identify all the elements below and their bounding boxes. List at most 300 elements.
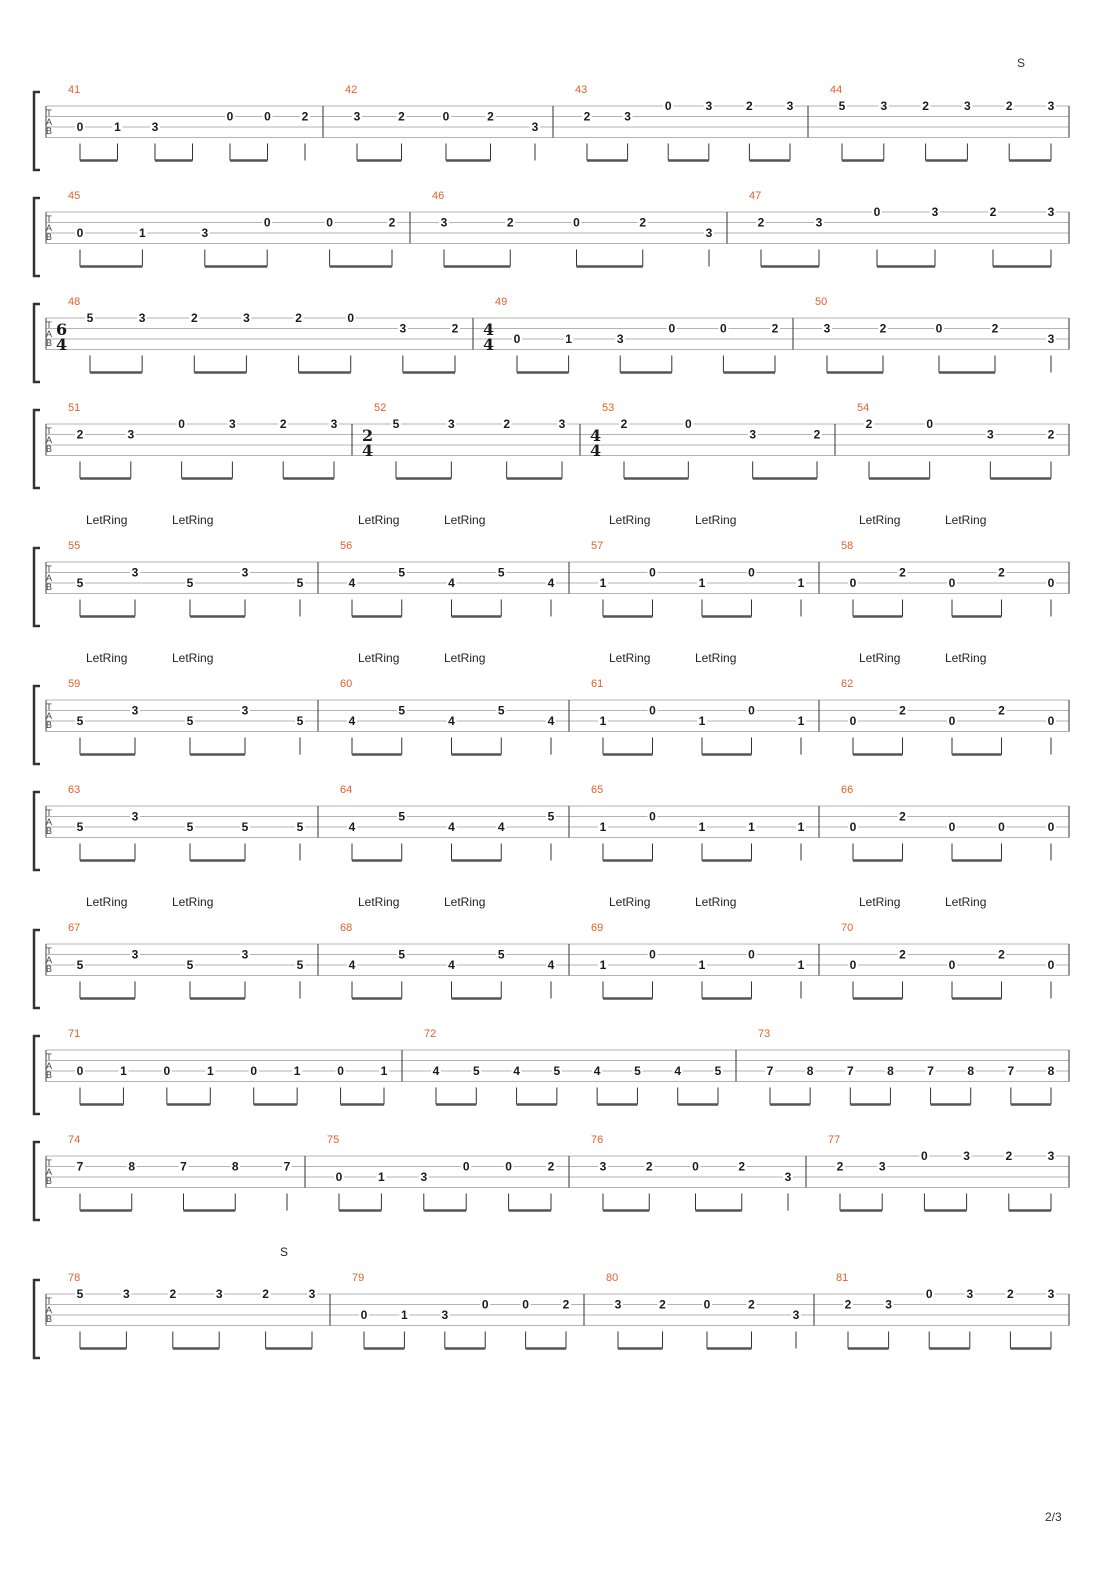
fret-number: 1 xyxy=(599,714,607,728)
fret-number: 2 xyxy=(813,427,821,442)
tab-clef-letter: T xyxy=(46,946,52,956)
let-ring-label: LetRing xyxy=(945,895,987,909)
tab-system xyxy=(34,513,1069,626)
fret-number: 2 xyxy=(645,1159,653,1174)
fret-number: 4 xyxy=(348,576,356,590)
tab-clef-letter: B xyxy=(45,826,53,836)
let-ring-label: LetRing xyxy=(358,513,400,527)
measure-number: 49 xyxy=(495,296,508,308)
tab-clef-letter: B xyxy=(45,444,53,454)
tab-clef-letter: T xyxy=(46,214,52,224)
fret-number: 1 xyxy=(599,576,607,590)
fret-number: 2 xyxy=(879,321,887,336)
fret-number: 3 xyxy=(614,1297,622,1312)
fret-number: 4 xyxy=(348,820,356,834)
tab-clef-letter: A xyxy=(45,117,53,127)
tab-system xyxy=(34,1028,1069,1114)
tab-clef-letter: T xyxy=(46,1158,52,1168)
measure-number: 43 xyxy=(575,84,588,96)
fret-number: 3 xyxy=(241,703,249,718)
tab-clef-letter: A xyxy=(45,711,53,721)
fret-number: 1 xyxy=(698,576,706,590)
tab-clef-letter: A xyxy=(45,955,53,965)
let-ring-label: LetRing xyxy=(859,651,901,665)
fret-number: 1 xyxy=(698,820,706,834)
fret-number: 0 xyxy=(462,1159,470,1174)
tab-system xyxy=(34,895,1069,1008)
fret-number: 1 xyxy=(698,714,706,728)
fret-number: 2 xyxy=(503,417,511,431)
measure-number: 54 xyxy=(857,402,870,414)
fret-number: 3 xyxy=(440,215,448,230)
measure-number: 71 xyxy=(68,1028,81,1040)
fret-number: 2 xyxy=(748,1297,755,1312)
fret-number: 3 xyxy=(131,565,139,580)
fret-number: 0 xyxy=(748,703,755,718)
fret-number: 2 xyxy=(398,109,405,124)
tab-clef-letter: T xyxy=(46,1052,52,1062)
measure-number: 81 xyxy=(836,1272,849,1284)
time-signature-denominator: 4 xyxy=(56,335,68,354)
measure-number: 44 xyxy=(830,84,843,96)
measure-number: 59 xyxy=(68,678,81,690)
fret-number: 3 xyxy=(131,947,139,962)
tab-clef-letter: B xyxy=(45,338,53,348)
tab-clef-letter: A xyxy=(45,1305,53,1315)
let-ring-label: LetRing xyxy=(358,895,400,909)
fret-number: 0 xyxy=(748,565,755,580)
system-bracket xyxy=(34,930,40,1008)
fret-number: 4 xyxy=(432,1064,440,1078)
system-bracket xyxy=(34,686,40,764)
time-signature-denominator: 4 xyxy=(483,335,495,354)
fret-number: 1 xyxy=(565,332,572,346)
let-ring-label: LetRing xyxy=(172,651,214,665)
time-signature-denominator: 4 xyxy=(590,441,602,460)
fret-number: 3 xyxy=(1047,205,1055,219)
fret-number: 0 xyxy=(668,321,676,336)
measure-number: 41 xyxy=(68,84,81,96)
fret-number: 5 xyxy=(186,714,194,728)
tab-clef-letter: B xyxy=(45,1176,53,1186)
fret-number: 2 xyxy=(1007,1287,1014,1301)
time-signature-numerator: 4 xyxy=(590,426,602,445)
fret-number: 5 xyxy=(186,958,194,972)
system-bracket xyxy=(34,410,40,488)
tab-clef-letter: T xyxy=(46,564,52,574)
measure-number: 79 xyxy=(352,1272,365,1284)
let-ring-label: LetRing xyxy=(695,513,737,527)
measure-number: 66 xyxy=(841,784,854,796)
measure-number: 80 xyxy=(606,1272,619,1284)
fret-number: 5 xyxy=(241,820,249,834)
fret-number: 2 xyxy=(865,417,873,431)
fret-number: 0 xyxy=(849,958,857,972)
measure-number: 70 xyxy=(841,922,854,934)
system-bracket xyxy=(34,198,40,276)
fret-number: 0 xyxy=(948,958,956,972)
fret-number: 2 xyxy=(487,109,494,124)
fret-number: 0 xyxy=(720,321,727,336)
fret-number: 5 xyxy=(547,809,555,824)
fret-number: 3 xyxy=(786,99,794,113)
fret-number: 5 xyxy=(398,809,406,824)
measure-number: 78 xyxy=(68,1272,81,1284)
fret-number: 2 xyxy=(583,109,591,124)
fret-number: 3 xyxy=(138,311,146,325)
fret-number: 2 xyxy=(922,99,929,113)
fret-number: 5 xyxy=(714,1064,722,1078)
tab-system xyxy=(34,190,1069,276)
fret-number: 1 xyxy=(120,1064,127,1078)
fret-number: 0 xyxy=(935,321,943,336)
measure-number: 65 xyxy=(591,784,604,796)
fret-number: 5 xyxy=(76,958,84,972)
fret-number: 5 xyxy=(76,820,84,834)
fret-number: 3 xyxy=(966,1287,974,1301)
fret-number: 5 xyxy=(398,947,406,962)
fret-number: 0 xyxy=(649,565,656,580)
fret-number: 5 xyxy=(497,947,505,962)
fret-number: 7 xyxy=(180,1159,187,1174)
fret-number: 0 xyxy=(250,1064,258,1078)
segno-marker-top: S xyxy=(1017,56,1026,70)
fret-number: 1 xyxy=(797,958,805,972)
fret-number: 2 xyxy=(76,427,84,442)
fret-number: 5 xyxy=(76,576,84,590)
let-ring-label: LetRing xyxy=(695,895,737,909)
time-signature-numerator: 2 xyxy=(362,426,374,445)
time-signature-denominator: 4 xyxy=(362,441,374,460)
measure-number: 67 xyxy=(68,922,81,934)
fret-number: 0 xyxy=(849,576,857,590)
tab-clef-letter: A xyxy=(45,223,53,233)
fret-number: 3 xyxy=(784,1170,792,1184)
page-number: 2/3 xyxy=(1045,1510,1062,1524)
fret-number: 1 xyxy=(698,958,706,972)
fret-number: 5 xyxy=(472,1064,480,1078)
fret-number: 3 xyxy=(986,427,994,442)
fret-number: 1 xyxy=(599,958,607,972)
system-bracket xyxy=(34,548,40,626)
fret-number: 3 xyxy=(441,1308,449,1322)
fret-number: 3 xyxy=(215,1287,223,1301)
fret-number: 5 xyxy=(186,820,194,834)
fret-number: 0 xyxy=(76,120,84,134)
tab-clef-letter: T xyxy=(46,702,52,712)
fret-number: 0 xyxy=(649,809,656,824)
let-ring-label: LetRing xyxy=(358,651,400,665)
fret-number: 5 xyxy=(296,576,304,590)
measure-number: 52 xyxy=(374,402,387,414)
tab-clef-letter: B xyxy=(45,582,53,592)
fret-number: 0 xyxy=(1047,958,1055,972)
let-ring-label: LetRing xyxy=(444,651,486,665)
fret-number: 2 xyxy=(659,1297,666,1312)
fret-number: 0 xyxy=(178,417,185,431)
fret-number: 4 xyxy=(547,714,555,728)
fret-number: 7 xyxy=(766,1064,774,1078)
fret-number: 5 xyxy=(553,1064,561,1078)
let-ring-label: LetRing xyxy=(172,513,214,527)
fret-number: 8 xyxy=(887,1064,894,1078)
fret-number: 2 xyxy=(989,205,997,219)
fret-number: 5 xyxy=(296,820,304,834)
measure-number: 69 xyxy=(591,922,604,934)
measure-number: 77 xyxy=(828,1134,841,1146)
fret-number: 3 xyxy=(1047,332,1055,346)
measure-number: 50 xyxy=(815,296,828,308)
fret-number: 1 xyxy=(797,820,805,834)
let-ring-label: LetRing xyxy=(86,651,128,665)
fret-number: 3 xyxy=(616,332,624,346)
fret-number: 1 xyxy=(748,820,755,834)
fret-number: 3 xyxy=(880,99,888,113)
measure-number: 57 xyxy=(591,540,604,552)
fret-number: 4 xyxy=(547,958,555,972)
let-ring-label: LetRing xyxy=(859,513,901,527)
system-bracket xyxy=(34,792,40,870)
fret-number: 2 xyxy=(190,311,198,325)
fret-number: 7 xyxy=(846,1064,854,1078)
tab-system xyxy=(34,784,1069,870)
fret-number: 3 xyxy=(792,1308,800,1322)
tab-system xyxy=(34,402,1069,488)
fret-number: 0 xyxy=(326,215,333,230)
fret-number: 4 xyxy=(513,1064,520,1078)
fret-number: 4 xyxy=(593,1064,601,1078)
fret-number: 0 xyxy=(748,947,755,962)
fret-number: 0 xyxy=(481,1297,489,1312)
fret-number: 8 xyxy=(231,1159,239,1174)
fret-number: 2 xyxy=(771,321,779,336)
fret-number: 4 xyxy=(348,714,356,728)
fret-number: 3 xyxy=(885,1297,892,1312)
measure-number: 76 xyxy=(591,1134,604,1146)
let-ring-label: LetRing xyxy=(444,895,486,909)
measure-number: 75 xyxy=(327,1134,340,1146)
fret-number: 0 xyxy=(703,1297,711,1312)
tab-clef-letter: B xyxy=(45,720,53,730)
measure-number: 63 xyxy=(68,784,81,796)
fret-number: 1 xyxy=(797,714,805,728)
fret-number: 5 xyxy=(392,417,400,431)
fret-number: 5 xyxy=(838,99,846,113)
fret-number: 5 xyxy=(76,714,84,728)
tab-clef-letter: A xyxy=(45,1167,53,1177)
fret-number: 0 xyxy=(649,947,656,962)
fret-number: 3 xyxy=(127,427,135,442)
measure-number: 73 xyxy=(758,1028,771,1040)
tab-clef-letter: B xyxy=(45,1070,53,1080)
fret-number: 0 xyxy=(873,205,881,219)
measure-number: 62 xyxy=(841,678,854,690)
tab-clef-letter: T xyxy=(46,320,52,330)
fret-number: 2 xyxy=(639,215,647,230)
fret-number: 3 xyxy=(558,417,566,431)
measure-number: 61 xyxy=(591,678,604,690)
fret-number: 3 xyxy=(599,1159,607,1174)
fret-number: 4 xyxy=(348,958,356,972)
fret-number: 0 xyxy=(335,1170,343,1184)
let-ring-label: LetRing xyxy=(609,513,651,527)
fret-number: 2 xyxy=(506,215,514,230)
fret-number: 1 xyxy=(206,1064,214,1078)
system-bracket xyxy=(34,304,40,382)
segno-marker: S xyxy=(280,1245,289,1259)
fret-number: 0 xyxy=(1047,576,1055,590)
fret-number: 0 xyxy=(649,703,656,718)
fret-number: 2 xyxy=(262,1287,269,1301)
system-bracket xyxy=(34,1036,40,1114)
fret-number: 2 xyxy=(738,1159,746,1174)
fret-number: 2 xyxy=(562,1297,570,1312)
fret-number: 0 xyxy=(76,1064,84,1078)
measure-number: 45 xyxy=(68,190,81,202)
fret-number: 2 xyxy=(451,321,459,336)
fret-number: 2 xyxy=(301,109,309,124)
fret-number: 3 xyxy=(931,205,939,219)
fret-number: 4 xyxy=(448,714,455,728)
fret-number: 2 xyxy=(899,809,906,824)
fret-number: 2 xyxy=(1005,1149,1013,1163)
fret-number: 2 xyxy=(899,947,906,962)
fret-number: 5 xyxy=(186,576,194,590)
fret-number: 3 xyxy=(531,120,539,134)
time-signature-numerator: 6 xyxy=(56,320,68,339)
fret-number: 8 xyxy=(967,1064,975,1078)
let-ring-label: LetRing xyxy=(859,895,901,909)
fret-number: 0 xyxy=(263,215,271,230)
fret-number: 0 xyxy=(573,215,580,230)
measure-number: 51 xyxy=(68,402,81,414)
fret-number: 3 xyxy=(447,417,455,431)
measure-number: 48 xyxy=(68,296,81,308)
fret-number: 3 xyxy=(243,311,250,325)
fret-number: 0 xyxy=(925,1287,933,1301)
fret-number: 2 xyxy=(746,99,753,113)
fret-number: 5 xyxy=(296,958,304,972)
tab-clef-letter: A xyxy=(45,1061,53,1071)
fret-number: 3 xyxy=(1047,1149,1055,1163)
fret-number: 3 xyxy=(420,1170,428,1184)
fret-number: 2 xyxy=(844,1297,852,1312)
fret-number: 7 xyxy=(1007,1064,1015,1078)
fret-number: 0 xyxy=(522,1297,529,1312)
fret-number: 4 xyxy=(448,958,455,972)
fret-number: 0 xyxy=(948,576,956,590)
fret-number: 7 xyxy=(283,1159,291,1174)
fret-number: 3 xyxy=(1047,99,1055,113)
fret-number: 2 xyxy=(899,565,906,580)
let-ring-label: LetRing xyxy=(172,895,214,909)
fret-number: 7 xyxy=(76,1159,84,1174)
fret-number: 3 xyxy=(705,226,713,240)
measure-number: 53 xyxy=(602,402,615,414)
fret-number: 3 xyxy=(705,99,713,113)
fret-number: 2 xyxy=(836,1159,844,1174)
fret-number: 0 xyxy=(921,1149,928,1163)
tab-system xyxy=(34,84,1069,170)
fret-number: 1 xyxy=(599,820,607,834)
fret-number: 3 xyxy=(131,703,139,718)
fret-number: 8 xyxy=(806,1064,814,1078)
fret-number: 3 xyxy=(815,215,823,230)
fret-number: 3 xyxy=(878,1159,886,1174)
tab-clef-letter: A xyxy=(45,329,53,339)
fret-number: 4 xyxy=(547,576,555,590)
measure-number: 72 xyxy=(424,1028,437,1040)
fret-number: 5 xyxy=(634,1064,641,1078)
measure-number: 55 xyxy=(68,540,81,552)
fret-number: 0 xyxy=(948,714,956,728)
fret-number: 5 xyxy=(497,565,505,580)
fret-number: 8 xyxy=(128,1159,136,1174)
fret-number: 3 xyxy=(229,417,236,431)
fret-number: 2 xyxy=(991,321,999,336)
system-bracket xyxy=(34,92,40,170)
fret-number: 4 xyxy=(674,1064,682,1078)
tab-system xyxy=(34,1245,1069,1358)
time-signature-numerator: 4 xyxy=(483,320,495,339)
fret-number: 0 xyxy=(849,714,857,728)
fret-number: 5 xyxy=(86,311,94,325)
let-ring-label: LetRing xyxy=(945,513,987,527)
tab-clef-letter: B xyxy=(45,126,53,136)
fret-number: 4 xyxy=(497,820,505,834)
fret-number: 1 xyxy=(797,576,805,590)
fret-number: 0 xyxy=(163,1064,171,1078)
fret-number: 1 xyxy=(401,1308,408,1322)
fret-number: 2 xyxy=(1005,99,1013,113)
let-ring-label: LetRing xyxy=(609,895,651,909)
tab-system xyxy=(34,651,1069,764)
fret-number: 0 xyxy=(1047,714,1055,728)
fret-number: 5 xyxy=(398,703,406,718)
tab-clef-letter: A xyxy=(45,817,53,827)
fret-number: 3 xyxy=(308,1287,316,1301)
fret-number: 0 xyxy=(76,226,84,240)
fret-number: 2 xyxy=(388,215,396,230)
let-ring-label: LetRing xyxy=(86,895,128,909)
let-ring-label: LetRing xyxy=(945,651,987,665)
fret-number: 3 xyxy=(1047,1287,1055,1301)
fret-number: 1 xyxy=(114,120,121,134)
measure-number: 60 xyxy=(340,678,353,690)
fret-number: 0 xyxy=(442,109,450,124)
system-bracket xyxy=(34,1142,40,1220)
fret-number: 2 xyxy=(998,947,1005,962)
fret-number: 0 xyxy=(998,820,1005,834)
tab-clef-letter: T xyxy=(46,108,52,118)
fret-number: 3 xyxy=(353,109,361,124)
fret-number: 8 xyxy=(1047,1064,1055,1078)
tab-clef-letter: A xyxy=(45,435,53,445)
fret-number: 2 xyxy=(295,311,302,325)
measure-number: 47 xyxy=(749,190,762,202)
fret-number: 2 xyxy=(1047,427,1055,442)
fret-number: 0 xyxy=(948,820,956,834)
fret-number: 2 xyxy=(279,417,287,431)
fret-number: 0 xyxy=(226,109,234,124)
measure-number: 64 xyxy=(340,784,353,796)
fret-number: 1 xyxy=(139,226,146,240)
tab-clef-letter: A xyxy=(45,573,53,583)
let-ring-label: LetRing xyxy=(86,513,128,527)
fret-number: 2 xyxy=(757,215,765,230)
system-bracket xyxy=(34,1280,40,1358)
fret-number: 0 xyxy=(692,1159,699,1174)
